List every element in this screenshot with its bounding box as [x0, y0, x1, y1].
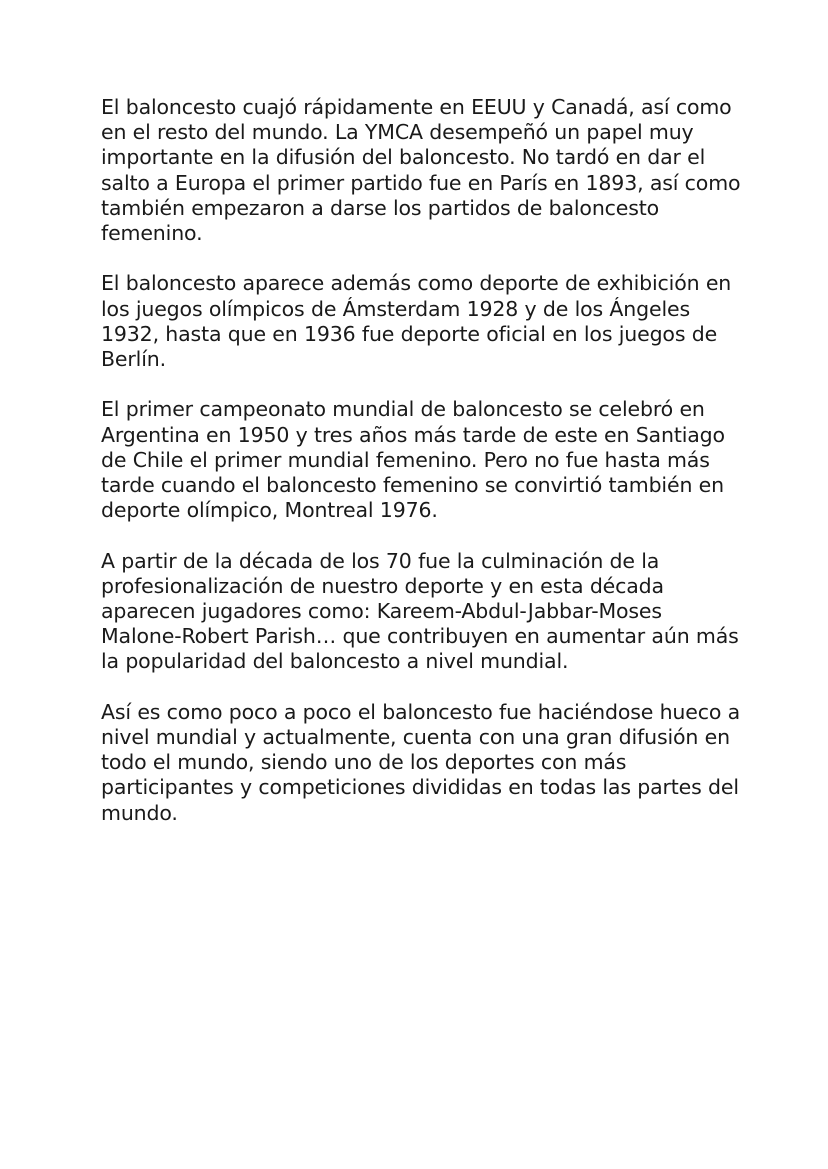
paragraph-3: El primer campeonato mundial de baloncesto se celebró en Argentina en 1950 y tres años más tarde de este en Santiago de Chile el primer mundial femenino. Pero no fue hasta más tarde cuando el baloncesto femenino se convirtió también en deporte olímpico, Montreal 1976. — [101, 397, 725, 523]
paragraph-4: A partir de la década de los 70 fue la culminación de la profesionalización de nuestro deporte y en esta década aparecen jugadores como: Kareem-Abdul-Jabbar-Moses Malone-Robert Parish… que contribuyen en aumentar aún más la popularidad del baloncesto a nivel mundial. — [101, 548, 739, 674]
paragraph-5: Así es como poco a poco el baloncesto fue haciéndose hueco a nivel mundial y actualmente, cuenta con una gran difusión en todo el mundo, siendo uno de los deportes con más participantes y competiciones divididas en todas las partes del mundo. — [101, 699, 741, 825]
paragraph-2: El baloncesto aparece además como deporte de exhibición en los juegos olímpicos de Ámsterdam 1928 y de los Ángeles 1932, hasta que en 1936 fue deporte oficial en los juegos de Berlín. — [101, 271, 732, 372]
paragraph-1: El baloncesto cuajó rápidamente en EEUU y Canadá, así como en el resto del mundo. La YMCA desempeñó un papel muy importante en la difusión del baloncesto. No tardó en dar el salto a Europa el primer partido fue en París en 1893, así como también empezaron a darse los partidos de baloncesto femenino. — [101, 95, 741, 246]
document-body — [101, 95, 741, 851]
